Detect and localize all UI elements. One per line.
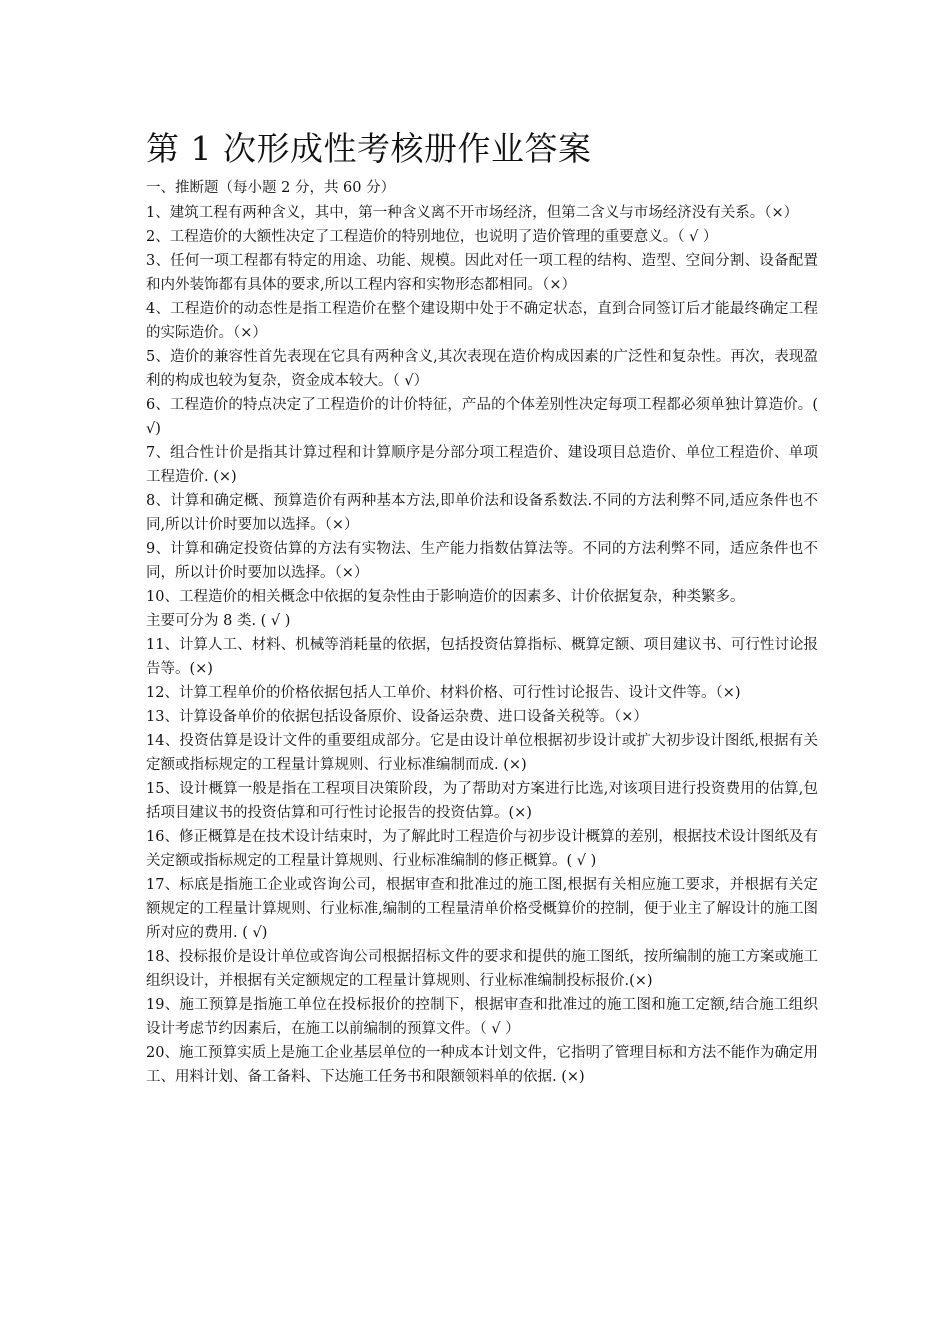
question-item: 19、施工预算是指施工单位在投标报价的控制下，根据审查和批准过的施工图和施工定额,结合施工组织设计考虑节约因素后，在施工以前编制的预算文件。（ √ ）: [146, 997, 818, 1037]
question-item: 13、计算设备单价的依据包括设备原价、设备运杂费、进口设备关税等。（×）: [146, 709, 648, 725]
question-item: 18、投标报价是设计单位或咨询公司根据招标文件的要求和提供的施工图纸，按所编制的施工方案或施工组织设计，并根据有关定额规定的工程量计算规则、行业标准编制投标报价.(×): [146, 949, 818, 989]
question-list: [146, 201, 818, 1089]
question-item: 10、工程造价的相关概念中依据的复杂性由于影响造价的因素多、计价依据复杂，种类繁多。: [146, 589, 745, 605]
question-item: 17、标底是指施工企业或咨询公司，根据审查和批准过的施工图,根据有关相应施工要求，并根据有关定额规定的工程量计算规则、行业标准,编制的工程量清单价格受概算价的控制，便于业主了解设计的施工图所对应的费用. ( √): [146, 877, 818, 941]
question-item: 7、组合性计价是指其计算过程和计算顺序是分部分项工程造价、建设项目总造价、单位工程造价、单项工程造价. (×): [146, 445, 818, 485]
question-item: 14、投资估算是设计文件的重要组成部分。它是由设计单位根据初步设计或扩大初步设计图纸,根据有关定额或指标规定的工程量计算规则、行业标准编制而成. (×): [146, 733, 818, 773]
document-page: [146, 124, 818, 1089]
question-item: 主要可分为 8 类. ( √ ): [146, 613, 291, 629]
question-item: 20、施工预算实质上是施工企业基层单位的一种成本计划文件，它指明了管理目标和方法不能作为确定用工、用料计划、备工备料、下达施工任务书和限额领料单的依据. (×): [146, 1045, 818, 1085]
question-item: 4、工程造价的动态性是指工程造价在整个建设期中处于不确定状态，直到合同签订后才能最终确定工程的实际造价。（×）: [146, 301, 818, 341]
question-item: 5、造价的兼容性首先表现在它具有两种含义,其次表现在造价构成因素的广泛性和复杂性。再次，表现盈利的构成也较为复杂，资金成本较大。（ √）: [146, 349, 818, 389]
question-item: 3、任何一项工程都有特定的用途、功能、规模。因此对任一项工程的结构、造型、空间分割、设备配置和内外装饰都有具体的要求,所以工程内容和实物形态都相同。（×）: [146, 253, 818, 293]
question-item: 1、建筑工程有两种含义，其中，第一种含义离不开市场经济，但第二含义与市场经济没有关系。（×）: [146, 205, 799, 221]
question-item: 16、修正概算是在技术设计结束时，为了解此时工程造价与初步设计概算的差别，根据技术设计图纸及有关定额或指标规定的工程量计算规则、行业标准编制的修正概算。( √ ): [146, 829, 818, 869]
question-item: 9、计算和确定投资估算的方法有实物法、生产能力指数估算法等。不同的方法利弊不同，适应条件也不同，所以计价时要加以选择。（×）: [146, 541, 818, 581]
question-item: 12、计算工程单价的价格依据包括人工单价、材料价格、可行性讨论报告、设计文件等。（×): [146, 685, 741, 701]
question-item: 15、设计概算一般是指在工程项目决策阶段，为了帮助对方案进行比选,对该项目进行投资费用的估算,包括项目建议书的投资估算和可行性讨论报告的投资估算。(×): [146, 781, 818, 821]
section-heading: 一、推断题（每小题 2 分，共 60 分）: [146, 180, 396, 196]
question-item: 11、计算人工、材料、机械等消耗量的依据，包括投资估算指标、概算定额、项目建议书、可行性讨论报告等。(×): [146, 637, 818, 677]
question-item: 8、计算和确定概、预算造价有两种基本方法,即单价法和设备系数法.不同的方法利弊不同,适应条件也不同,所以计价时要加以选择。（×）: [146, 493, 818, 533]
question-item: 2、工程造价的大额性决定了工程造价的特别地位，也说明了造价管理的重要意义。（ √ ）: [146, 229, 718, 245]
page-title: 第 1 次形成性考核册作业答案: [146, 129, 592, 168]
question-item: 6、工程造价的特点决定了工程造价的计价特征，产品的个体差别性决定每项工程都必须单独计算造价。( √): [146, 397, 818, 437]
